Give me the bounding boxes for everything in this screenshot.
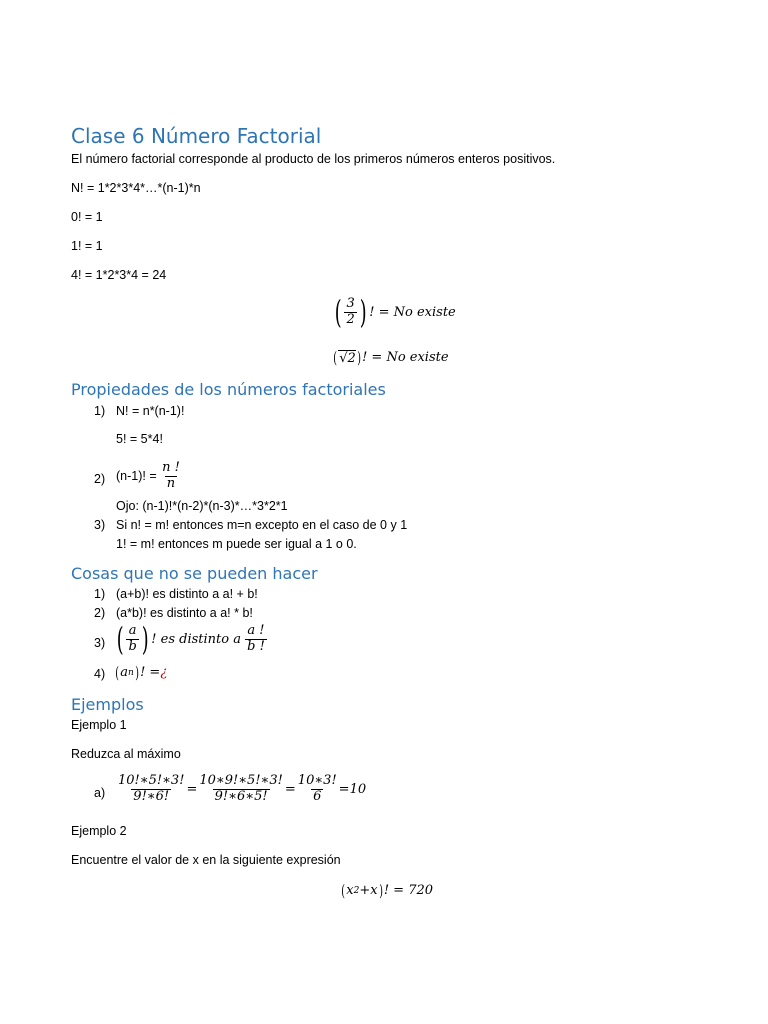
equation-sqrt-two: ( √2 ) ! = No existe [333,348,449,367]
property-3-detail: 1! = m! entonces m puede ser igual a 1 o 0. [116,537,357,551]
example-2-equation: ( x 2 +x ) ! = 720 [341,881,434,900]
four-factorial: 4! = 1*2*3*4 = 24 [71,268,167,282]
rule-3: ( $\frac{a}{b}$ ) ! es distinto a $\frac{a !}{b !}$ [116,620,265,658]
property-3-number: 3) [94,518,106,532]
rule-1: (a+b)! es distinto a a! + b! [116,587,258,601]
example-a-label: a) [94,786,106,800]
property-2-note: Ojo: (n-1)!*(n-2)*(n-3)*…*3*2*1 [116,499,288,513]
rule-2-number: 2) [94,606,106,620]
property-1-number: 1) [94,404,106,418]
one-factorial: 1! = 1 [71,239,103,253]
examples-heading: Ejemplos [71,695,144,714]
property-1: N! = n*(n-1)! [116,404,185,418]
example-2-label: Ejemplo 2 [71,824,127,838]
page-title: Clase 6 Número Factorial [71,124,322,148]
property-2: (n-1)! = $\frac{n !}{n}$ [116,460,180,491]
rule-4: ( a n ) ! = ¿ [115,663,168,682]
rule-1-number: 1) [94,587,106,601]
example-1-equation: $\frac{10!∗5!∗3!}{9!∗6!}$ = $\frac{10∗9!∗5!∗3!}{9!∗6∗5!}$ = $\frac{10∗3!}{6}$ = 10 [118,773,367,804]
cannot-heading: Cosas que no se pueden hacer [71,564,318,583]
zero-factorial: 0! = 1 [71,210,103,224]
example-1-prompt: Reduzca al máximo [71,747,181,761]
property-3: Si n! = m! entonces m=n excepto en el caso de 0 y 1 [116,518,408,532]
example-1-label: Ejemplo 1 [71,718,127,732]
example-2-prompt: Encuentre el valor de x en la siguiente expresión [71,853,341,867]
rule-2: (a*b)! es distinto a a! * b! [116,606,253,620]
intro-text: El número factorial corresponde al producto de los primeros números enteros positivos. [71,152,556,166]
rule-4-number: 4) [94,667,106,681]
equation-three-halves: ( $\frac{3}{2}$ ) ! = No existe [334,293,456,331]
property-1-example: 5! = 5*4! [116,432,163,446]
property-2-number: 2) [94,472,106,486]
factorial-definition: N! = 1*2*3*4*…*(n-1)*n [71,181,201,195]
rule-3-number: 3) [94,636,106,650]
properties-heading: Propiedades de los números factoriales [71,380,386,399]
